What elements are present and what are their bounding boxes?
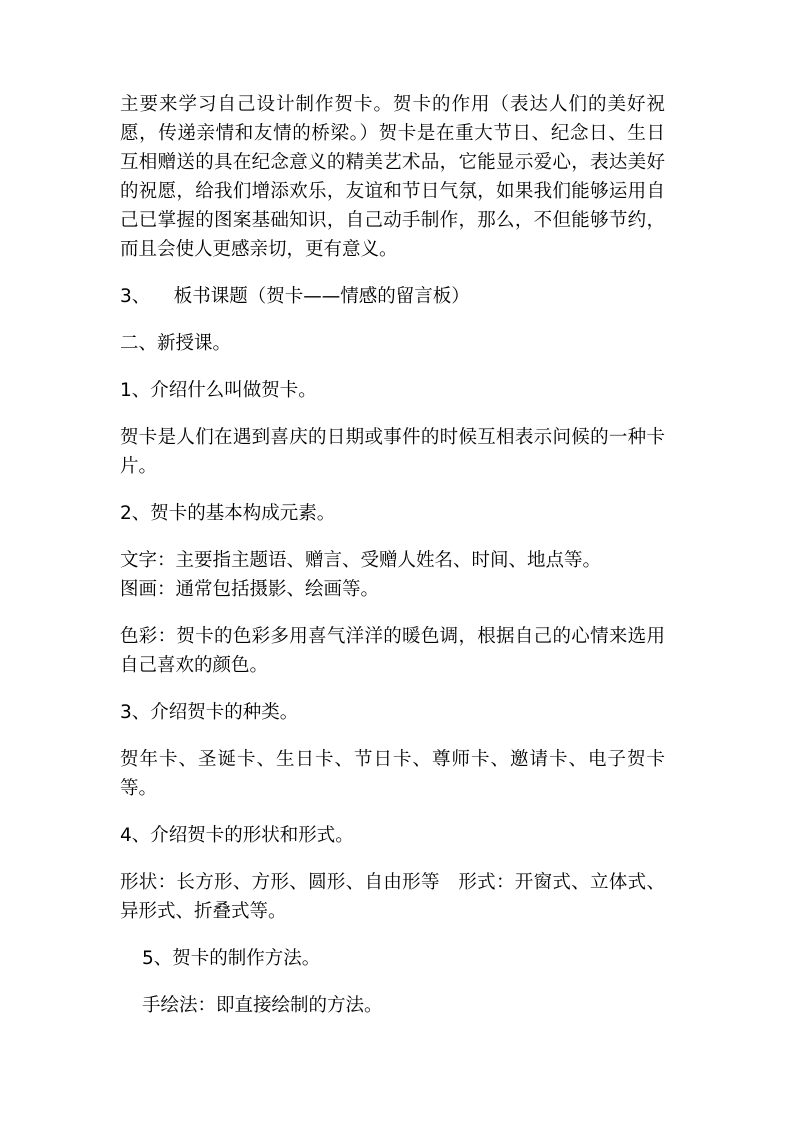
document-page — [120, 90, 665, 1020]
item-4-heading: 4、介绍贺卡的形状和形式。 — [120, 825, 354, 846]
item-3-heading: 3、介绍贺卡的种类。 — [120, 702, 299, 723]
item-1-heading: 1、介绍什么叫做贺卡。 — [120, 380, 317, 401]
item-3-types: 贺年卡、圣诞卡、生日卡、节日卡、尊师卡、邀请卡、电子贺卡等。 — [120, 749, 665, 799]
intro-paragraph: 主要来学习自己设计制作贺卡。贺卡的作用（表达人们的美好祝愿，传递亲情和友情的桥梁。）贺卡是在重大节日、纪念日、生日互相赠送的具在纪念意义的精美艺术品，它能显示爱心，表达美好的祝愿，给我们增添欢乐，友谊和节日气氛，如果我们能够运用自己已掌握的图案基础知识，自己动手制作，那么，不但能够节约，而且会使人更感亲切，更有意义。 — [120, 94, 665, 260]
item-1-definition: 贺卡是人们在遇到喜庆的日期或事件的时候互相表示问候的一种卡片。 — [120, 427, 665, 477]
item-4-shapes-forms: 形状：长方形、方形、圆形、自由形等 形式：开窗式、立体式、异形式、折叠式等。 — [120, 872, 665, 922]
item-2-image-element: 图画：通常包括摄影、绘画等。 — [120, 579, 380, 600]
item-2-heading: 2、贺卡的基本构成元素。 — [120, 503, 336, 524]
item-2-text-element: 文字：主要指主题语、赠言、受赠人姓名、时间、地点等。 — [120, 550, 602, 571]
step-3-heading: 3、 板书课题（贺卡——情感的留言板） — [120, 286, 470, 307]
item-2-color-element: 色彩：贺卡的色彩多用喜气洋洋的暖色调，根据自己的心情来选用自己喜欢的颜色。 — [120, 626, 665, 676]
section-2-heading: 二、新授课。 — [120, 333, 232, 354]
item-5-hand-drawing: 手绘法：即直接绘制的方法。 — [142, 995, 383, 1016]
item-5-heading: 5、贺卡的制作方法。 — [142, 948, 321, 969]
